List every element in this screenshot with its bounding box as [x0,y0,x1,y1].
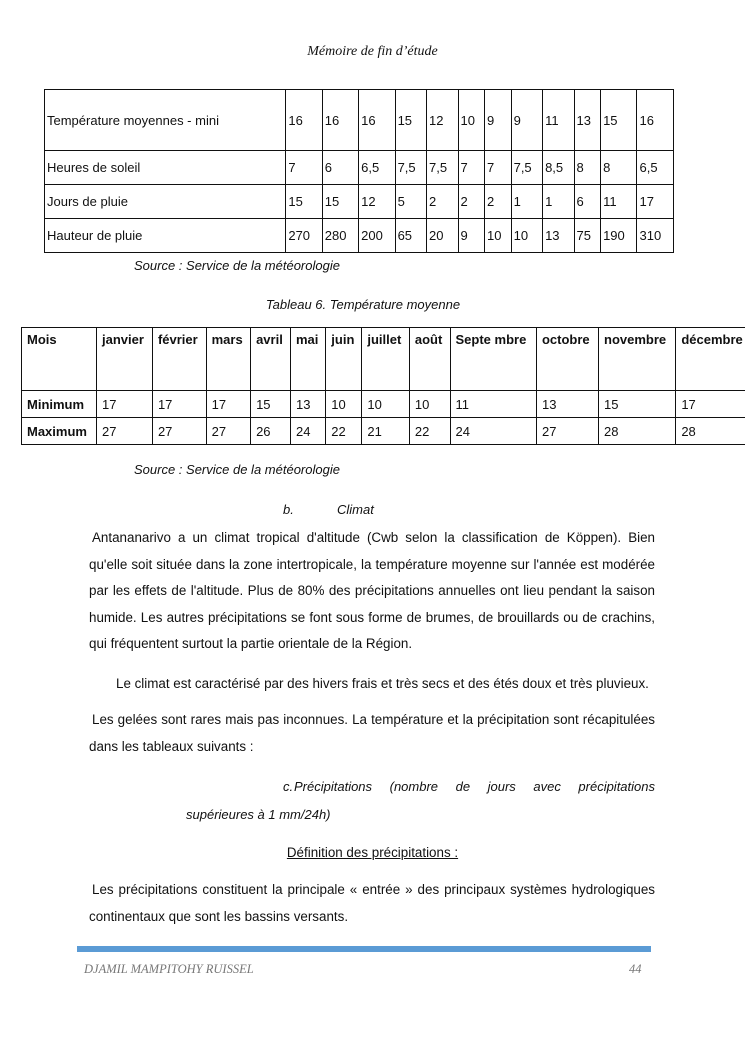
table-cell: 6 [574,185,601,219]
section-c-title-line1: Précipitations (nombre de jours avec précipitations [294,779,655,794]
table-cell: 16 [359,90,395,151]
table-row [45,185,674,219]
table-cell: 11 [450,391,536,418]
paragraph-frost: Les gelées sont rares mais pas inconnues. La température et la précipitation sont récapitulées dans les tableaux suivants : [89,712,655,754]
table-row [22,391,745,418]
table1-source: Source : Service de la météorologie [134,258,340,273]
table-cell: 15 [286,185,322,219]
table-cell: 10 [511,219,542,253]
table-cell: 200 [359,219,395,253]
column-header: Mois [22,328,97,391]
table-cell: 13 [290,391,325,418]
table-cell: 15 [601,90,637,151]
column-header: décembre [676,328,745,391]
column-header: janvier [97,328,153,391]
paragraph-seasons: Le climat est caractérisé par des hivers frais et très secs et des étés doux et très pluvieux. [116,676,649,691]
table-cell: 2 [485,185,512,219]
table-cell: 10 [362,391,410,418]
table-cell: 26 [251,418,291,445]
table-cell: 27 [152,418,206,445]
table-cell: 6,5 [359,151,395,185]
table-cell: 270 [286,219,322,253]
table-cell: 28 [676,418,745,445]
table-header-row [22,328,745,391]
table-cell: 17 [97,391,153,418]
row-label: Heures de soleil [45,151,286,185]
footer-author: DJAMIL MAMPITOHY RUISSEL [84,962,254,976]
table-row [45,219,674,253]
table-cell: 75 [574,219,601,253]
table-cell: 7,5 [427,151,458,185]
table-cell: 17 [152,391,206,418]
column-header: octobre [536,328,598,391]
table-cell: 8 [574,151,601,185]
row-label: Minimum [22,391,97,418]
table-cell: 5 [395,185,426,219]
table-cell: 15 [599,391,676,418]
table-cell: 22 [326,418,362,445]
table-cell: 20 [427,219,458,253]
table-cell: 7 [286,151,322,185]
column-header: août [409,328,450,391]
table-cell: 8 [601,151,637,185]
table-cell: 17 [206,391,250,418]
table-cell: 13 [574,90,601,151]
table-cell: 24 [290,418,325,445]
table-cell: 280 [322,219,358,253]
table-cell: 11 [543,90,574,151]
column-header: avril [251,328,291,391]
table-row [45,151,674,185]
table-cell: 17 [637,185,674,219]
table-cell: 12 [427,90,458,151]
climate-table [44,89,674,253]
table-row [22,418,745,445]
section-b-letter: b. [283,502,294,517]
table-cell: 9 [458,219,485,253]
table-cell: 15 [251,391,291,418]
table-cell: 10 [326,391,362,418]
column-header: mars [206,328,250,391]
table-cell: 6,5 [637,151,674,185]
table-cell: 7,5 [395,151,426,185]
table-cell: 16 [637,90,674,151]
footer-page-number: 44 [629,962,642,976]
table-cell: 16 [322,90,358,151]
row-label: Hauteur de pluie [45,219,286,253]
table-cell: 10 [458,90,485,151]
section-c-letter: c. [283,779,294,794]
column-header: février [152,328,206,391]
table-cell: 10 [485,219,512,253]
row-label: Température moyennes - mini [45,90,286,151]
table-cell: 10 [409,391,450,418]
table-cell: 65 [395,219,426,253]
table-cell: 7 [458,151,485,185]
table-cell: 8,5 [543,151,574,185]
table-row [45,90,674,151]
table-cell: 310 [637,219,674,253]
column-header: juillet [362,328,410,391]
table-cell: 22 [409,418,450,445]
table-cell: 15 [395,90,426,151]
table-cell: 9 [485,90,512,151]
table-cell: 7,5 [511,151,542,185]
table-cell: 7 [485,151,512,185]
table-cell: 28 [599,418,676,445]
temperature-table [21,327,745,445]
paragraph-precipitation: Les précipitations constituent la principale « entrée » des principaux systèmes hydrologiques continentaux que sont les bassins versants. [89,882,655,924]
table-cell: 2 [458,185,485,219]
row-label: Maximum [22,418,97,445]
table-cell: 11 [601,185,637,219]
table-cell: 16 [286,90,322,151]
table-cell: 17 [676,391,745,418]
table-cell: 190 [601,219,637,253]
column-header: Septe mbre [450,328,536,391]
column-header: novembre [599,328,676,391]
table-cell: 1 [511,185,542,219]
table-cell: 24 [450,418,536,445]
table-cell: 13 [536,391,598,418]
section-c-title-line2: supérieures à 1 mm/24h) [186,807,331,822]
column-header: mai [290,328,325,391]
table-cell: 9 [511,90,542,151]
row-label: Jours de pluie [45,185,286,219]
table-cell: 13 [543,219,574,253]
table-cell: 6 [322,151,358,185]
table-cell: 27 [206,418,250,445]
table-cell: 15 [322,185,358,219]
table-cell: 12 [359,185,395,219]
page-header-title: Mémoire de fin d’étude [307,44,438,59]
table2-source: Source : Service de la météorologie [134,462,340,477]
table2-caption: Tableau 6. Température moyenne [265,297,461,312]
definition-heading: Définition des précipitations : [286,845,459,860]
table-cell: 2 [427,185,458,219]
section-b-title: Climat [337,502,374,517]
table-cell: 27 [97,418,153,445]
column-header: juin [326,328,362,391]
paragraph-climate: Antananarivo a un climat tropical d'altitude (Cwb selon la classification de Köppen). Bien qu'elle soit située dans la zone intertropicale, la température moyenne sur l'année est modérée par les effets de l'altitude. Plus de 80% des précipitations annuelles ont lieu pendant la saison humide. Les autres précipitations se font sous forme de brumes, de brouillards ou de crachins, qui fréquentent surtout la partie orientale de la Région. [89,530,655,651]
table-cell: 21 [362,418,410,445]
footer-rule [77,946,651,952]
table-cell: 1 [543,185,574,219]
table-cell: 27 [536,418,598,445]
